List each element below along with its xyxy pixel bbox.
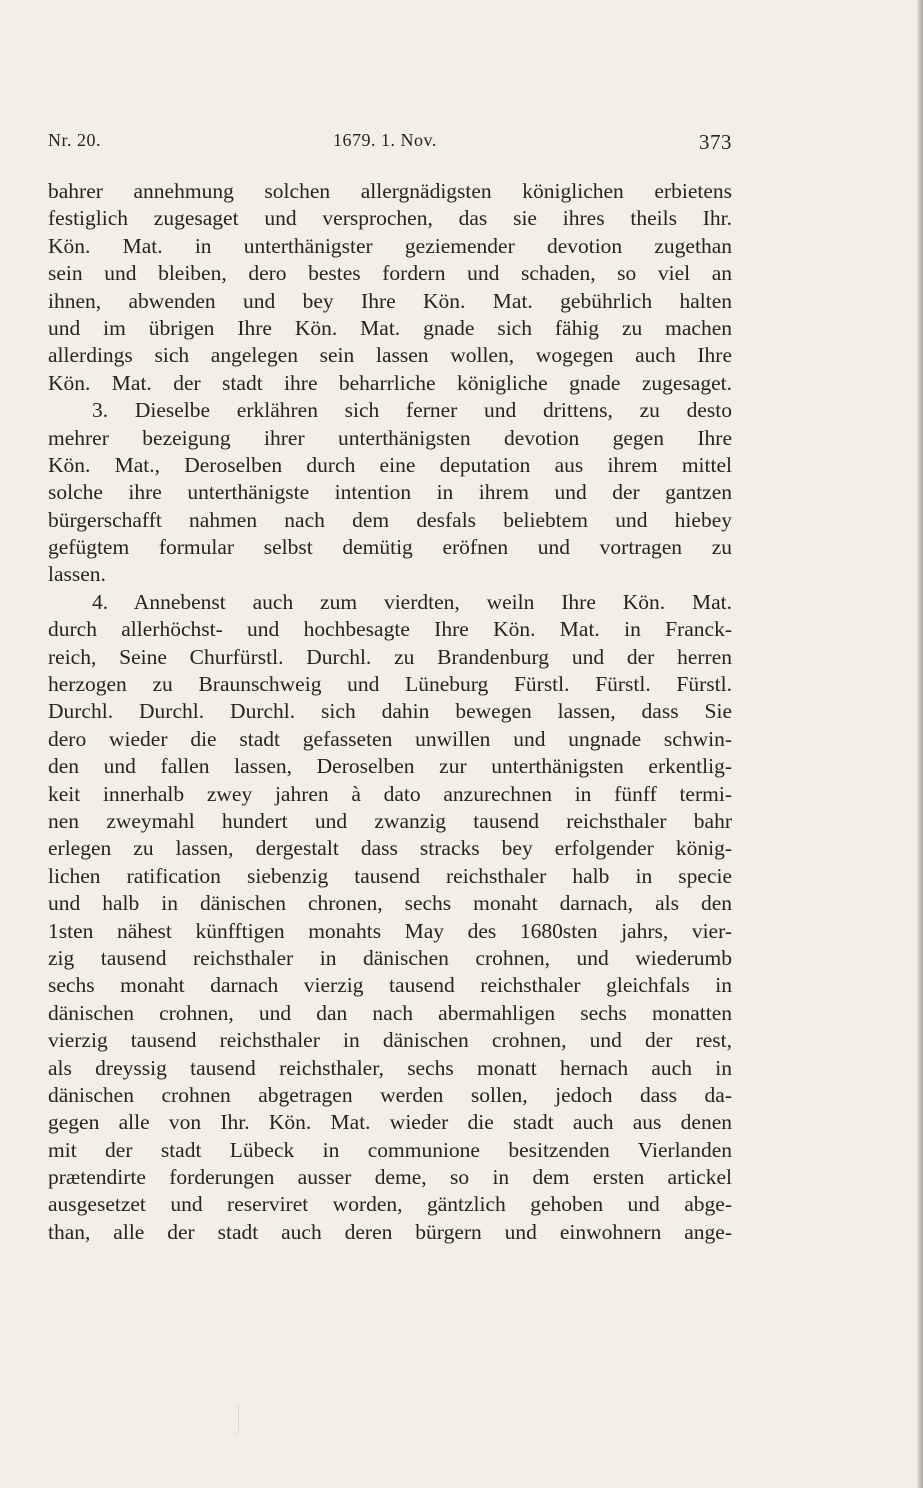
text-line: als dreyssig tausend reichsthaler, sechs monatt hernach auch in <box>48 1055 732 1080</box>
margin-mark <box>232 1402 239 1436</box>
text-line: und halb in dänischen chronen, sechs monaht darnach, als den <box>48 891 732 916</box>
text-line: mit der stadt Lübeck in communione besitzenden Vierlanden <box>48 1137 732 1162</box>
text-line: und im übrigen Ihre Kön. Mat. gnade sich fähig zu machen <box>48 315 732 340</box>
text-line: dänischen crohnen, und dan nach abermahligen sechs monatten <box>48 1000 732 1025</box>
text-line: sein und bleiben, dero bestes fordern und schaden, so viel an <box>48 261 732 286</box>
page-body-text <box>48 178 732 1246</box>
text-line: erlegen zu lassen, dergestalt dass stracks bey erfolgender könig- <box>48 836 732 861</box>
text-line: ausgesetzet und reserviret worden, gäntzlich gehoben und abge- <box>48 1192 732 1217</box>
page-edge-shadow <box>917 0 923 1488</box>
text-line: herzogen zu Braunschweig und Lüneburg Fürstl. Fürstl. Fürstl. <box>48 672 732 697</box>
document-date: 1679. 1. Nov. <box>333 130 437 150</box>
text-line: gefügtem formular selbst demütig eröfnen und vortragen zu <box>48 535 732 560</box>
text-line: zig tausend reichsthaler in dänischen crohnen, und wiederumb <box>48 945 732 970</box>
text-line: dänischen crohnen abgetragen werden sollen, jedoch dass da- <box>48 1082 732 1107</box>
text-line: 4. Annebenst auch zum vierdten, weiln Ihre Kön. Mat. <box>92 589 732 614</box>
text-line: nen zweymahl hundert und zwanzig tausend reichsthaler bahr <box>48 808 732 833</box>
text-line: Durchl. Durchl. Durchl. sich dahin bewegen lassen, dass Sie <box>48 699 732 724</box>
text-line: ihnen, abwenden und bey Ihre Kön. Mat. gebührlich halten <box>48 288 732 313</box>
text-line: mehrer bezeigung ihrer unterthänigsten devotion gegen Ihre <box>48 425 732 450</box>
text-line: den und fallen lassen, Deroselben zur unterthänigsten erkentlig- <box>48 754 732 779</box>
page-number: 373 <box>699 130 732 154</box>
text-line: lassen. <box>48 562 106 587</box>
text-line: 3. Dieselbe erklähren sich ferner und drittens, zu desto <box>92 398 732 423</box>
text-line: allerdings sich angelegen sein lassen wollen, wogegen auch Ihre <box>48 343 732 368</box>
text-line: bahrer annehmung solchen allergnädigsten königlichen erbietens <box>48 179 732 203</box>
text-line: Kön. Mat. der stadt ihre beharrliche königliche gnade zugesaget. <box>48 370 732 395</box>
text-line: sechs monaht darnach vierzig tausend reichsthaler gleichfals in <box>48 973 732 998</box>
text-line: reich, Seine Churfürstl. Durchl. zu Brandenburg und der herren <box>48 644 732 669</box>
text-line: bürgerschafft nahmen nach dem desfals beliebtem und hiebey <box>48 507 732 532</box>
text-line: lichen ratification siebenzig tausend reichsthaler halb in specie <box>48 863 732 888</box>
text-line: than, alle der stadt auch deren bürgern und einwohnern ange- <box>48 1219 732 1244</box>
text-line: vierzig tausend reichsthaler in dänischen crohnen, und der rest, <box>48 1028 732 1053</box>
text-line: durch allerhöchst- und hochbesagte Ihre Kön. Mat. in Franck- <box>48 617 732 642</box>
text-line: Kön. Mat., Deroselben durch eine deputation aus ihrem mittel <box>48 452 732 477</box>
document-number: Nr. 20. <box>48 130 101 150</box>
text-line: gegen alle von Ihr. Kön. Mat. wieder die stadt auch aus denen <box>48 1110 732 1135</box>
text-line: keit innerhalb zwey jahren à dato anzurechnen in fünff termi- <box>48 781 732 806</box>
text-line: solche ihre unterthänigste intention in ihrem und der gantzen <box>48 480 732 505</box>
page-header <box>48 130 732 158</box>
text-line: dero wieder die stadt gefasseten unwillen und ungnade schwin- <box>48 726 732 751</box>
text-line: Kön. Mat. in unterthänigster geziemender devotion zugethan <box>48 233 732 258</box>
text-line: festiglich zugesaget und versprochen, das sie ihres theils Ihr. <box>48 206 732 231</box>
text-line: prætendirte forderungen ausser deme, so in dem ersten artickel <box>48 1165 732 1190</box>
text-line: 1sten nähest künfftigen monahts May des 1680sten jahrs, vier- <box>48 918 732 943</box>
